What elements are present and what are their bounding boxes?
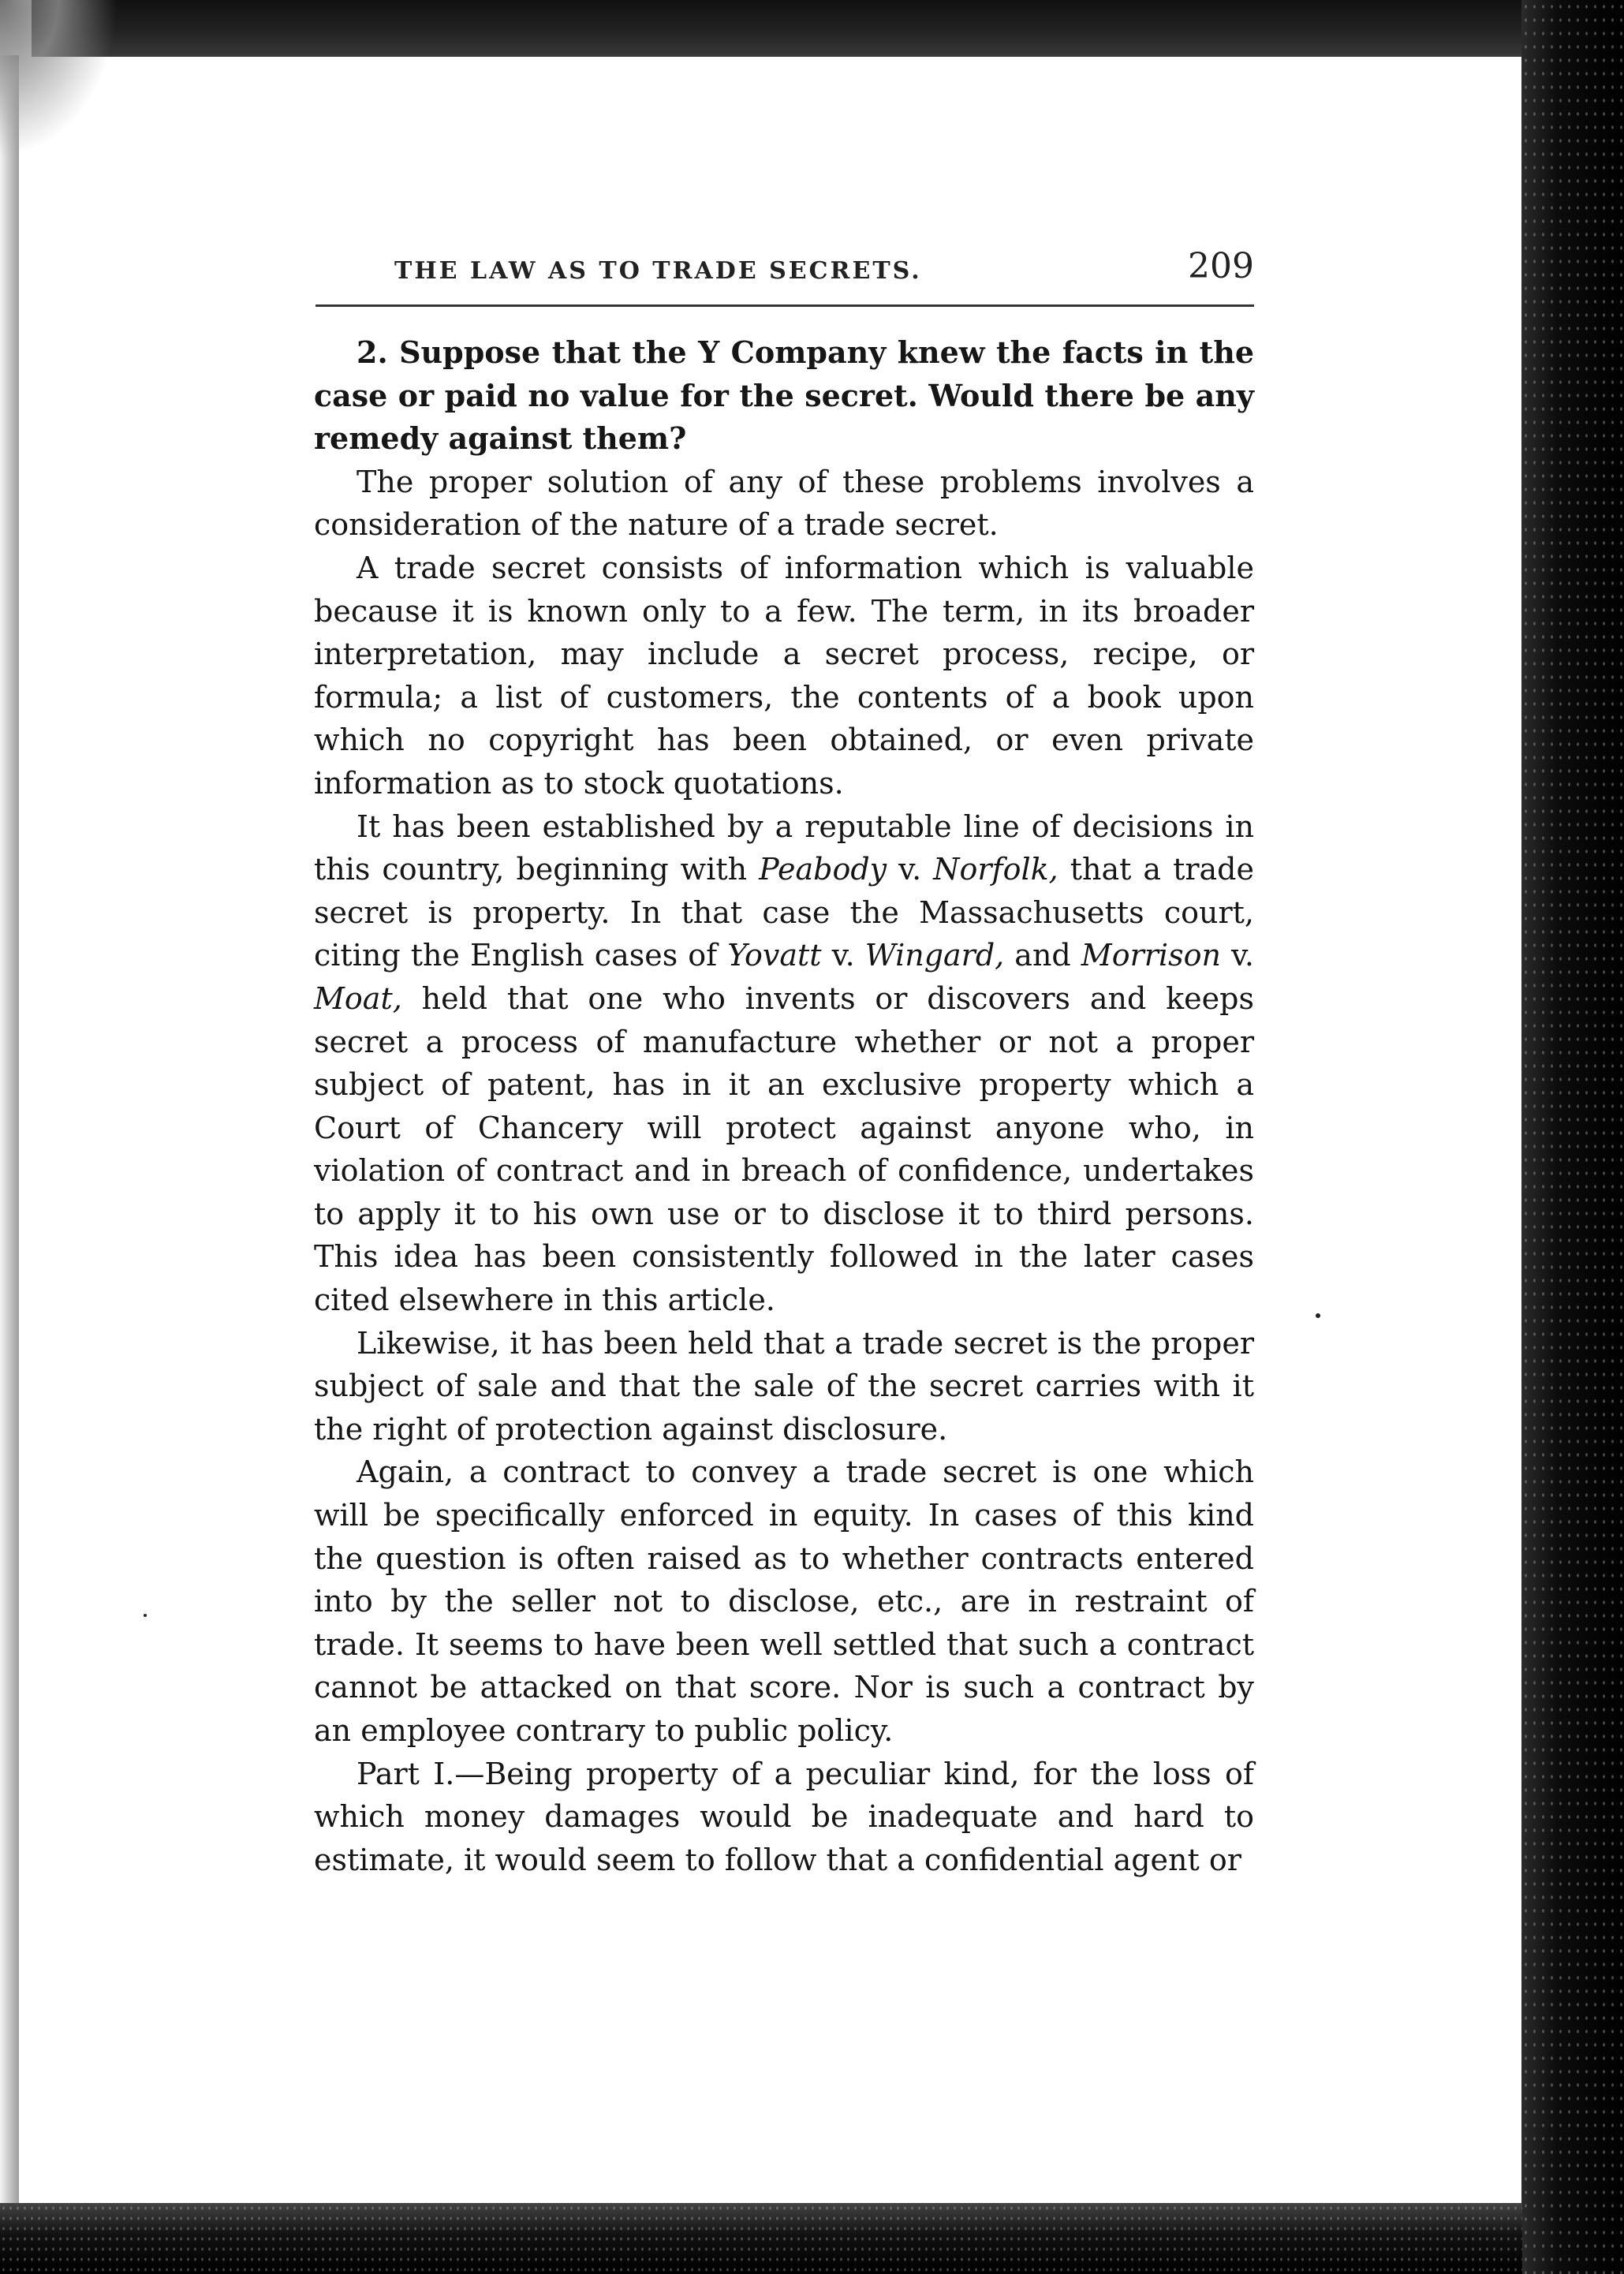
body-text	[314, 331, 1254, 1881]
page-header	[315, 246, 1254, 301]
text-run: Part I.—Being property of a peculiar kind, for the loss of which money damages would be inadequate and hard to estimate, it would seem to follow that a confidential agent or	[314, 1756, 1254, 1877]
case-name: Wingard,	[864, 938, 1005, 973]
text-run: that a trade secret is property. In that case the Massachusetts court, citing the English cases of	[314, 852, 1254, 973]
text-run: It has been established by a reputable line of decisions in this country, beginning with	[314, 808, 1254, 887]
text-run: v.	[821, 938, 865, 973]
case-name: Peabody	[759, 852, 887, 887]
text-run: and	[1004, 938, 1081, 973]
paragraph	[314, 547, 1254, 805]
case-name: Morrison	[1081, 938, 1221, 973]
paragraph	[314, 1451, 1254, 1752]
case-name: Moat,	[314, 980, 402, 1016]
text-run: held that one who invents or discovers and keeps secret a process of manufacture whether or not a proper subject of patent, has in it an exclusive property which a Court of Chancery will protect against anyone who, in violation of contract and in breach of confidence, undertakes to apply it to his own use or to disclose it to third persons. This idea has been consistently followed in the later cases cited elsewhere in this article.	[314, 980, 1254, 1318]
paragraph	[314, 1322, 1254, 1451]
paragraph	[314, 461, 1254, 547]
text-run: v.	[887, 852, 934, 887]
case-name: Yovatt	[727, 938, 822, 973]
header-rule	[315, 304, 1254, 307]
text-run: Likewise, it has been held that a trade secret is the proper subject of sale and that the sale of the secret carries with it the right of protection against disclosure.	[314, 1325, 1254, 1447]
paragraph	[314, 805, 1254, 1322]
text-run: Again, a contract to convey a trade secret is one which will be specifically enforced in equity. In cases of this kind the question is often raised as to whether contracts entered into by the seller not to disclose, etc., are in restraint of trade. It seems to have been well settled that such a contract cannot be attacked on that score. Nor is such a contract by an employee contrary to public policy.	[314, 1454, 1254, 1748]
case-name: Norfolk,	[933, 852, 1058, 887]
running-head: THE LAW AS TO TRADE SECRETS.	[394, 257, 922, 285]
text-run: 2. Suppose that the Y Company knew the facts in the case or paid no value for the secret. Would there be any remedy against them?	[314, 334, 1254, 457]
text-run: v.	[1220, 938, 1254, 973]
scan-dot-mark	[144, 1614, 147, 1617]
question-2	[314, 331, 1254, 461]
page-number: 209	[1188, 246, 1254, 286]
paragraph	[314, 1753, 1254, 1882]
scan-dot-mark	[1316, 1313, 1320, 1318]
text-run: The proper solution of any of these problems involves a consideration of the nature of a trade secret.	[314, 464, 1254, 543]
text-run: A trade secret consists of information which is valuable because it is known only to a few. The term, in its broader interpretation, may include a secret process, recipe, or formula; a list of customers, the contents of a book upon which no copyright has been obtained, or even private information as to stock quotations.	[314, 550, 1254, 801]
